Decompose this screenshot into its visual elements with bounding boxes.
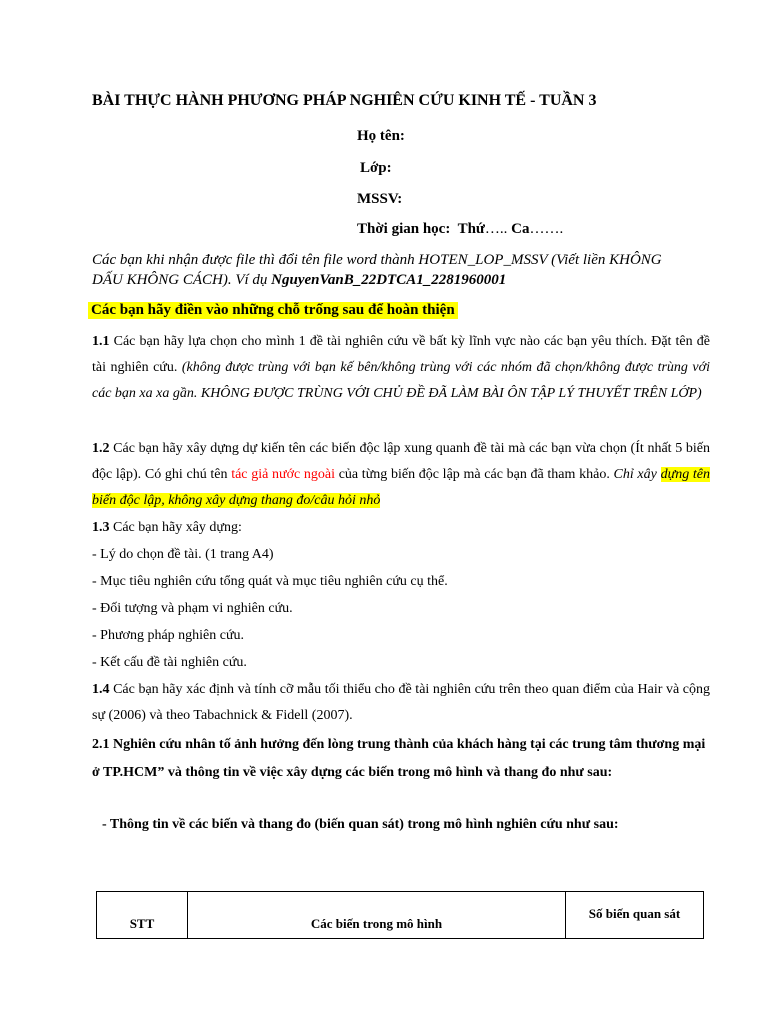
section-number: 1.3: [92, 520, 110, 535]
name-label: Họ tên:: [357, 128, 405, 144]
file-naming-example: NguyenVanB_22DTCA1_2281960001: [271, 272, 507, 288]
list-item: - Đối tượng và phạm vi nghiên cứu.: [92, 601, 293, 616]
section-1-1: [92, 329, 710, 407]
file-naming-note-text: Các bạn khi nhận được file thì đổi tên file word thành HOTEN_LOP_MSSV (Viết liền KHÔNG DẤU KHÔNG CÁCH). Ví dụ: [92, 252, 662, 288]
section-2-1: [92, 731, 712, 787]
section-text: của từng biến độc lập mà các bạn đã tham khảo.: [335, 467, 614, 482]
section-1-2: [92, 436, 710, 514]
table-header-cell: Các biến trong mô hình: [188, 892, 566, 939]
table-header-cell: STT: [97, 892, 188, 939]
section-number: 1.1: [92, 334, 110, 349]
section-text: Nghiên cứu nhân tố ảnh hưởng đến lòng trung thành của khách hàng tại các trung tâm thương mại ở TP.HCM” và thông tin về việc xây dựng các biến trong mô hình và thang đo như sau:: [92, 737, 706, 780]
section-number: 1.2: [92, 441, 110, 456]
highlighted-note: dựng tên biến độc lập, không xây dựng thang đo/câu hỏi nhỏ: [92, 467, 710, 508]
table-header-cell: Số biến quan sát: [566, 892, 704, 939]
file-naming-note: [92, 250, 692, 290]
study-day-blank: …..: [484, 221, 508, 237]
student-id-label: MSSV:: [357, 191, 403, 207]
section-text: Các bạn hãy xác định và tính cỡ mẫu tối thiểu cho đề tài nghiên cứu trên theo quan điểm của Hair và cộng sự (2006) và theo Tabachnick & Fidell (2007).: [92, 682, 710, 723]
study-time-label: Thời gian học:: [357, 221, 451, 237]
section-1-4: [92, 677, 710, 729]
instruction-heading: Các bạn hãy điền vào những chỗ trống sau để hoàn thiện: [88, 302, 458, 319]
study-shift-label: Ca: [507, 221, 530, 237]
table-header-row: [97, 892, 704, 939]
variables-table: [96, 891, 704, 939]
list-item: - Lý do chọn đề tài. (1 trang A4): [92, 547, 274, 562]
list-item: - Phương pháp nghiên cứu.: [92, 628, 245, 643]
study-shift-blank: …….: [529, 221, 564, 237]
study-day-label: Thứ: [457, 221, 485, 237]
section-italic-note: Chỉ xây: [613, 467, 661, 482]
section-italic-note: (không được trùng với bạn kế bên/không trùng với các nhóm đã chọn/không được trùng với các bạn xa xa gần. KHÔNG ĐƯỢC TRÙNG VỚI CHỦ ĐỀ ĐÃ LÀM BÀI ÔN TẬP LÝ THUYẾT TRÊN LỚP): [92, 360, 710, 401]
foreign-author-highlight: tác giả nước ngoài: [231, 467, 335, 482]
variables-subheading: - Thông tin về các biến và thang đo (biến quan sát) trong mô hình nghiên cứu như sau:: [102, 817, 619, 832]
class-label: Lớp:: [360, 160, 392, 176]
section-text: Các bạn hãy xây dựng dự kiến tên các biến độc lập xung quanh đề tài mà các bạn vừa chọn (Ít nhất 5 biến độc lập). Có ghi chú tên: [92, 441, 710, 482]
section-number: 2.1: [92, 737, 110, 752]
section-1-3: [92, 520, 242, 536]
list-item: - Kết cấu đề tài nghiên cứu.: [92, 655, 247, 670]
document-title: BÀI THỰC HÀNH PHƯƠNG PHÁP NGHIÊN CỨU KINH TẾ - TUẦN 3: [92, 92, 597, 109]
section-text: Các bạn hãy lựa chọn cho mình 1 đề tài nghiên cứu về bất kỳ lĩnh vực nào các bạn yêu thích. Đặt tên đề tài nghiên cứu.: [92, 334, 710, 375]
section-text: Các bạn hãy xây dựng:: [109, 520, 242, 535]
study-time-line: [357, 221, 563, 238]
section-number: 1.4: [92, 682, 110, 697]
list-item: - Mục tiêu nghiên cứu tổng quát và mục tiêu nghiên cứu cụ thể.: [92, 574, 448, 589]
